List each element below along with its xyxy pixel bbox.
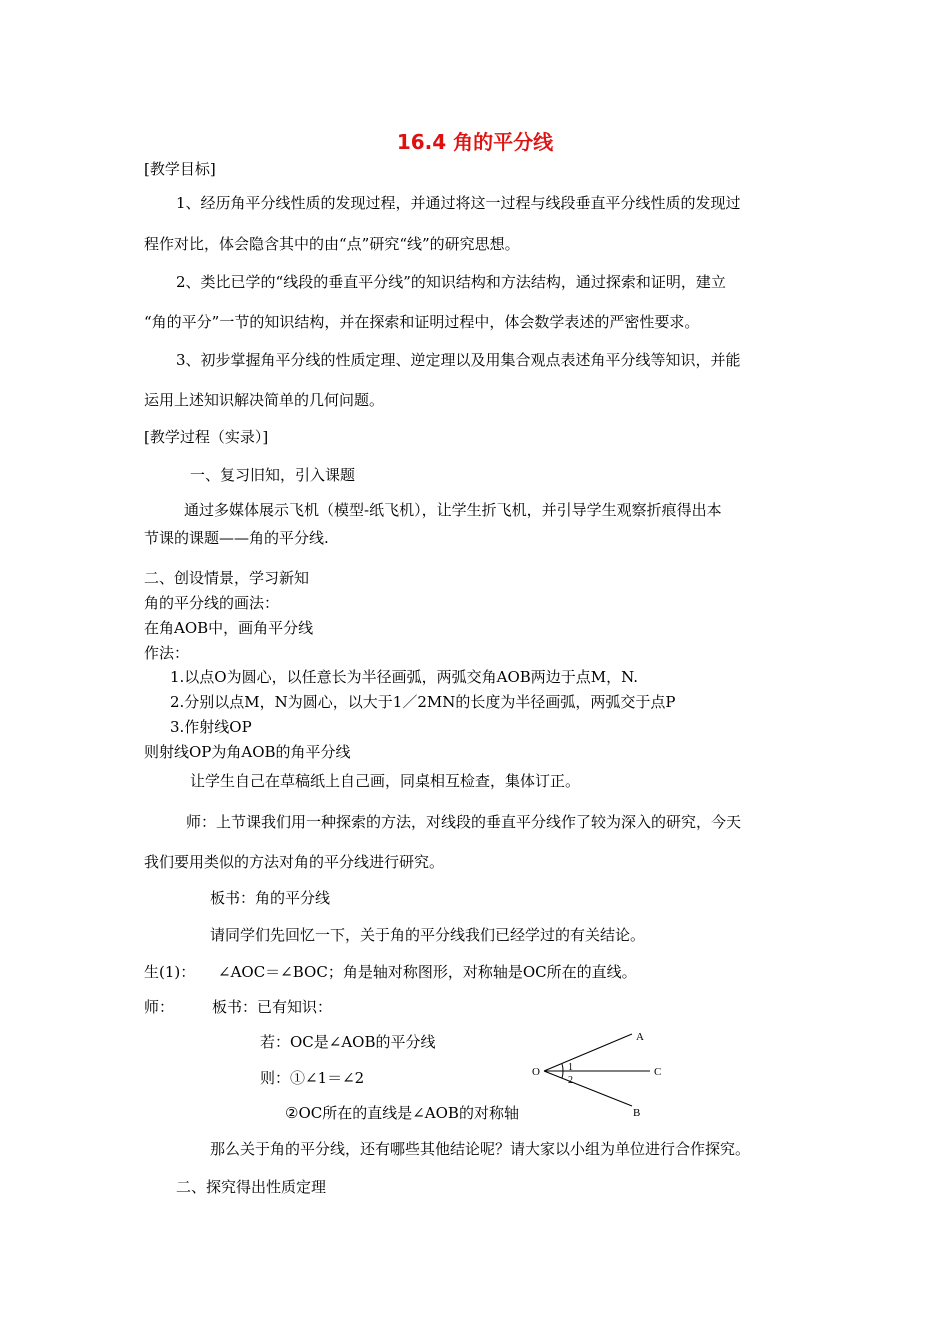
method-step-2: 2.分别以点M，N为圆心，以大于1／2MN的长度为半径画弧，两弧交于点P <box>170 693 676 711</box>
section-2-heading: 二、创设情景，学习新知 <box>144 569 310 587</box>
label-o: O <box>532 1066 540 1078</box>
section-3-heading: 二、探究得出性质定理 <box>176 1178 327 1196</box>
goal-3-line-1: 3、初步掌握角平分线的性质定理、逆定理以及用集合观点表述角平分线等知识，并能 <box>176 351 741 369</box>
goal-2-line-2: “角的平分”一节的知识结构，并在探索和证明过程中，体会数学表述的严密性要求。 <box>144 313 700 331</box>
method-task: 在角AOB中，画角平分线 <box>144 619 314 637</box>
board-note-1: 板书：角的平分线 <box>210 889 331 907</box>
goal-1-line-1: 1、经历角平分线性质的发现过程，并通过将这一过程与线段垂直平分线性质的发现过 <box>176 194 741 212</box>
known-if: 若：OC是∠AOB的平分线 <box>260 1033 436 1051</box>
method-step-3: 3.作射线OP <box>170 718 252 736</box>
label-b: B <box>633 1107 641 1119</box>
method-title: 角的平分线的画法： <box>144 594 280 612</box>
angle-arc-1 <box>562 1064 563 1071</box>
label-angle-2: 2 <box>568 1075 573 1086</box>
method-label: 作法： <box>144 644 190 662</box>
student-label: 生(1)： <box>144 963 196 981</box>
ray-oa <box>544 1034 632 1071</box>
process-heading: [教学过程（实录）] <box>144 428 269 446</box>
goal-3-line-2: 运用上述知识解决简单的几何问题。 <box>144 391 385 409</box>
goal-2-line-1: 2、类比已学的“线段的垂直平分线”的知识结构和方法结构，通过探索和证明，建立 <box>176 273 726 291</box>
label-angle-1: 1 <box>568 1062 573 1073</box>
teacher-line-2: 我们要用类似的方法对角的平分线进行研究。 <box>144 853 445 871</box>
goal-1-line-2: 程作对比，体会隐含其中的由“点”研究“线”的研究思想。 <box>144 235 520 253</box>
section-1-para-line-2: 节课的课题——角的平分线. <box>144 529 329 547</box>
recall-prompt: 请同学们先回忆一下，关于角的平分线我们已经学过的有关结论。 <box>210 926 646 944</box>
student-answer: ∠AOC＝∠BOC；角是轴对称图形，对称轴是OC所在的直线。 <box>218 963 637 981</box>
label-a: A <box>636 1031 644 1043</box>
section-1-heading: 一、复习旧知，引入课题 <box>190 466 356 484</box>
practice-note: 让学生自己在草稿纸上自己画，同桌相互检查，集体订正。 <box>190 772 581 790</box>
page-title: 16.4 角的平分线 <box>396 130 554 154</box>
exploration-question: 那么关于角的平分线，还有哪些其他结论呢？请大家以小组为单位进行合作探究。 <box>210 1140 751 1158</box>
section-1-para-line-1: 通过多媒体展示飞机（模型-纸飞机），让学生折飞机，并引导学生观察折痕得出本 <box>184 501 722 519</box>
method-conclusion: 则射线OP为角AOB的角平分线 <box>144 743 351 761</box>
label-c: C <box>654 1066 662 1078</box>
teacher-line-1: 师：上节课我们用一种探索的方法，对线段的垂直平分线作了较为深入的研究，今天 <box>186 813 742 831</box>
known-symmetry: ②OC所在的直线是∠AOB的对称轴 <box>285 1104 519 1122</box>
known-then: 则：①∠1＝∠2 <box>260 1069 365 1087</box>
goals-heading: [教学目标] <box>144 160 216 178</box>
teacher-label: 师： <box>144 998 175 1016</box>
board-note-2: 板书：已有知识： <box>212 998 333 1016</box>
ray-ob <box>544 1071 632 1106</box>
method-step-1: 1.以点O为圆心，以任意长为半径画弧，两弧交角AOB两边于点M，N. <box>170 668 639 686</box>
angle-arc-2 <box>562 1071 563 1078</box>
